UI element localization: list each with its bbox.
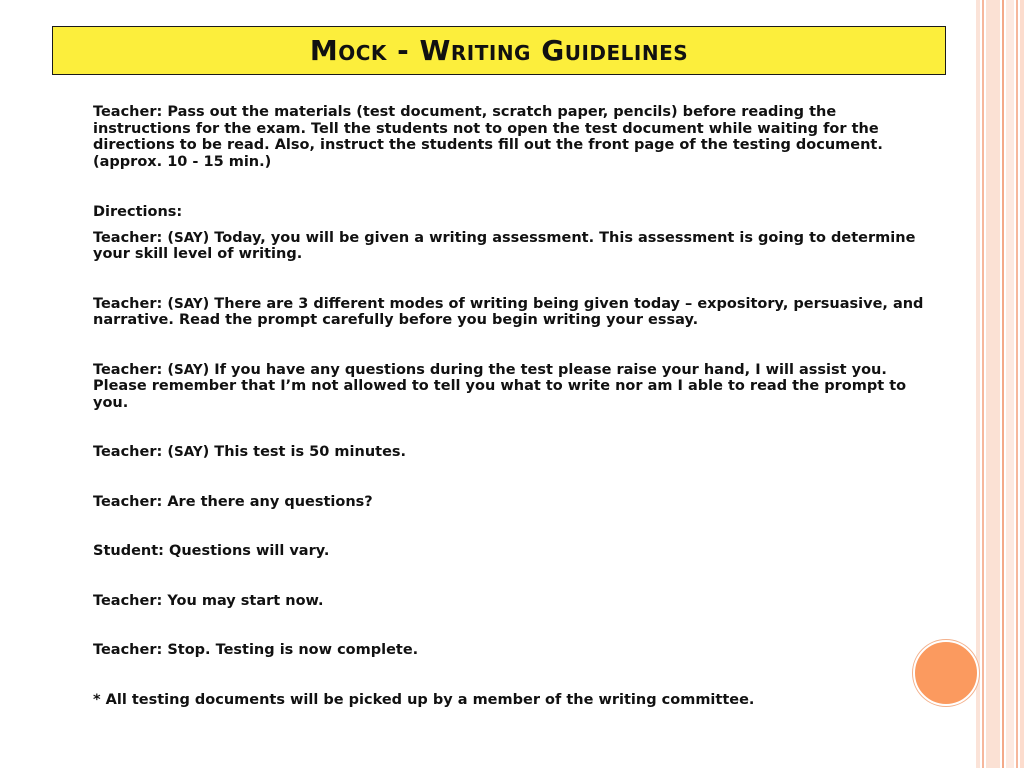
instruction-paragraph: Student: Questions will vary. xyxy=(93,543,330,559)
intro-paragraph: Teacher: Pass out the materials (test document, scratch paper, pencils) before reading the instructions for the exam. Tell the students not to open the test document while waiting for the directions to be read. Also, instruct the students fill out the front page of the testing document. (approx. 10 - 15 min.) xyxy=(93,104,883,170)
stripe xyxy=(1002,0,1004,768)
stripe xyxy=(982,0,984,768)
stripe xyxy=(976,0,980,768)
paragraph-prefix: Teacher: ( xyxy=(93,361,174,378)
page-title: Mock - Writing Guidelines xyxy=(309,34,689,67)
instruction-paragraph xyxy=(93,230,933,263)
instruction-paragraph: Teacher: Stop. Testing is now complete. xyxy=(93,642,419,658)
instruction-paragraph: Teacher: Are there any questions? xyxy=(93,493,373,510)
paragraph-text: ) If you have any questions during the test please raise your hand, I will assist you. Please remember that I’m not allowed to tell you what to write nor am I able to read the prompt to you. xyxy=(93,361,907,411)
decorative-stripes xyxy=(976,0,1024,768)
say-keyword: SAY xyxy=(173,361,203,378)
say-keyword: SAY xyxy=(173,444,203,460)
footnote: * All testing documents will be picked up by a member of the writing committee. xyxy=(93,691,755,708)
paragraph-text: ) Today, you will be given a writing assessment. This assessment is going to determine your skill level of writing. xyxy=(93,229,916,262)
slide-content xyxy=(93,104,933,708)
stripe xyxy=(1006,0,1014,768)
stripe xyxy=(986,0,1000,768)
stripe xyxy=(1020,0,1024,768)
directions-heading: Directions: xyxy=(93,204,183,220)
paragraph-prefix: Teacher: ( xyxy=(93,229,174,246)
say-keyword: SAY xyxy=(173,295,203,312)
instruction-paragraph xyxy=(93,362,933,412)
say-keyword: SAY xyxy=(173,229,203,246)
title-banner xyxy=(52,26,946,75)
instruction-paragraph xyxy=(93,444,933,461)
instruction-paragraph xyxy=(93,296,933,329)
paragraph-prefix: Teacher: ( xyxy=(93,444,174,460)
stripe xyxy=(1016,0,1018,768)
paragraph-text: ) This test is 50 minutes. xyxy=(202,444,407,460)
instruction-paragraph: Teacher: You may start now. xyxy=(93,592,324,609)
paragraph-text: ) There are 3 different modes of writing being given today – expository, persuasive, and narrative. Read the prompt carefully before you begin writing your essay. xyxy=(93,295,924,328)
paragraph-prefix: Teacher: ( xyxy=(93,295,174,312)
